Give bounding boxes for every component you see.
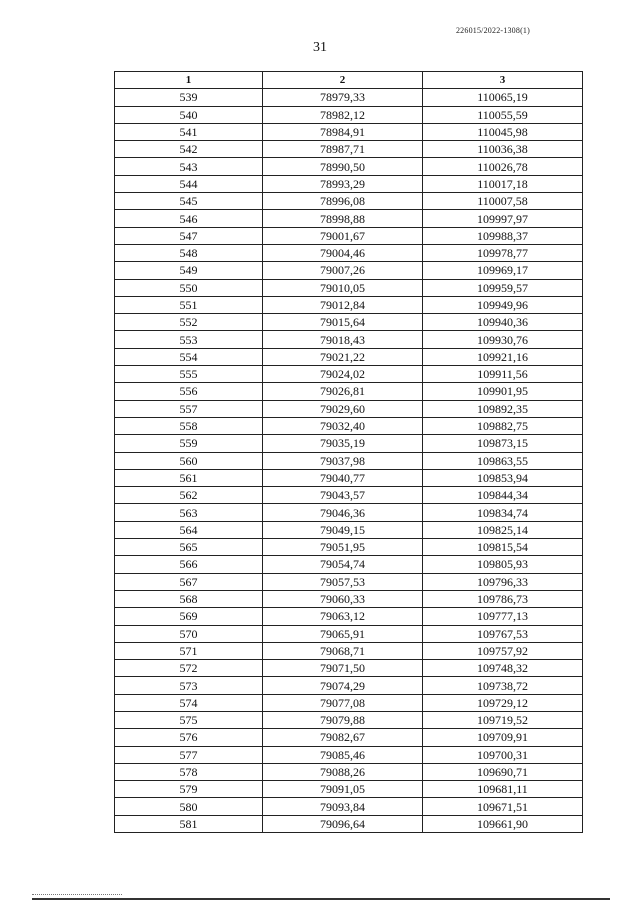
y-coordinate-cell: 109661,90: [423, 815, 583, 832]
page-number: 31: [313, 40, 327, 55]
column-header-2: 2: [263, 72, 423, 89]
x-coordinate-cell: 79032,40: [263, 417, 423, 434]
x-coordinate-cell: 79043,57: [263, 487, 423, 504]
y-coordinate-cell: 110007,58: [423, 193, 583, 210]
table-row: [115, 383, 583, 400]
point-number-cell: 544: [115, 175, 263, 192]
point-number-cell: 573: [115, 677, 263, 694]
point-number-cell: 542: [115, 141, 263, 158]
table-row: [115, 798, 583, 815]
point-number-cell: 565: [115, 539, 263, 556]
point-number-cell: 581: [115, 815, 263, 832]
y-coordinate-cell: 109873,15: [423, 435, 583, 452]
y-coordinate-cell: 109786,73: [423, 590, 583, 607]
table-row: [115, 331, 583, 348]
y-coordinate-cell: 109777,13: [423, 608, 583, 625]
point-number-cell: 546: [115, 210, 263, 227]
y-coordinate-cell: 109834,74: [423, 504, 583, 521]
point-number-cell: 539: [115, 89, 263, 106]
point-number-cell: 554: [115, 348, 263, 365]
table-row: [115, 539, 583, 556]
y-coordinate-cell: 109681,11: [423, 781, 583, 798]
y-coordinate-cell: 109719,52: [423, 711, 583, 728]
table-row: [115, 314, 583, 331]
bottom-rule: [32, 898, 610, 900]
bottom-rule-faint: [32, 894, 122, 895]
x-coordinate-cell: 79046,36: [263, 504, 423, 521]
y-coordinate-cell: 109844,34: [423, 487, 583, 504]
y-coordinate-cell: 109969,17: [423, 262, 583, 279]
point-number-cell: 558: [115, 417, 263, 434]
y-coordinate-cell: 109921,16: [423, 348, 583, 365]
point-number-cell: 577: [115, 746, 263, 763]
table-row: [115, 590, 583, 607]
table-row: [115, 400, 583, 417]
document-code: 226015/2022-1308(1): [455, 26, 530, 35]
point-number-cell: 567: [115, 573, 263, 590]
table-row: [115, 694, 583, 711]
point-number-cell: 579: [115, 781, 263, 798]
table-row: [115, 417, 583, 434]
point-number-cell: 570: [115, 625, 263, 642]
point-number-cell: 566: [115, 556, 263, 573]
x-coordinate-cell: 79082,67: [263, 729, 423, 746]
y-coordinate-cell: 109729,12: [423, 694, 583, 711]
y-coordinate-cell: 110036,38: [423, 141, 583, 158]
point-number-cell: 571: [115, 642, 263, 659]
y-coordinate-cell: 109671,51: [423, 798, 583, 815]
x-coordinate-cell: 79015,64: [263, 314, 423, 331]
point-number-cell: 578: [115, 763, 263, 780]
y-coordinate-cell: 109901,95: [423, 383, 583, 400]
header-row: [115, 72, 583, 89]
y-coordinate-cell: 109748,32: [423, 660, 583, 677]
point-number-cell: 545: [115, 193, 263, 210]
point-number-cell: 576: [115, 729, 263, 746]
y-coordinate-cell: 109988,37: [423, 227, 583, 244]
x-coordinate-cell: 79077,08: [263, 694, 423, 711]
point-number-cell: 563: [115, 504, 263, 521]
point-number-cell: 549: [115, 262, 263, 279]
x-coordinate-cell: 79049,15: [263, 521, 423, 538]
table-row: [115, 123, 583, 140]
point-number-cell: 543: [115, 158, 263, 175]
x-coordinate-cell: 79071,50: [263, 660, 423, 677]
table-row: [115, 279, 583, 296]
point-number-cell: 561: [115, 469, 263, 486]
x-coordinate-cell: 78982,12: [263, 106, 423, 123]
table-row: [115, 746, 583, 763]
x-coordinate-cell: 79010,05: [263, 279, 423, 296]
column-header-3: 3: [423, 72, 583, 89]
table-row: [115, 158, 583, 175]
y-coordinate-cell: 109930,76: [423, 331, 583, 348]
table-row: [115, 504, 583, 521]
table-row: [115, 227, 583, 244]
column-header-1: 1: [115, 72, 263, 89]
table-row: [115, 763, 583, 780]
table-row: [115, 244, 583, 261]
y-coordinate-cell: 109949,96: [423, 296, 583, 313]
table-row: [115, 556, 583, 573]
y-coordinate-cell: 109796,33: [423, 573, 583, 590]
x-coordinate-cell: 78998,88: [263, 210, 423, 227]
table-row: [115, 781, 583, 798]
x-coordinate-cell: 79004,46: [263, 244, 423, 261]
x-coordinate-cell: 78987,71: [263, 141, 423, 158]
table-row: [115, 642, 583, 659]
point-number-cell: 559: [115, 435, 263, 452]
x-coordinate-cell: 79029,60: [263, 400, 423, 417]
point-number-cell: 553: [115, 331, 263, 348]
table-row: [115, 89, 583, 106]
table-row: [115, 452, 583, 469]
table-row: [115, 815, 583, 832]
point-number-cell: 548: [115, 244, 263, 261]
x-coordinate-cell: 78996,08: [263, 193, 423, 210]
y-coordinate-cell: 109997,97: [423, 210, 583, 227]
x-coordinate-cell: 79040,77: [263, 469, 423, 486]
table-row: [115, 660, 583, 677]
x-coordinate-cell: 79001,67: [263, 227, 423, 244]
point-number-cell: 560: [115, 452, 263, 469]
y-coordinate-cell: 109863,55: [423, 452, 583, 469]
table-row: [115, 469, 583, 486]
point-number-cell: 552: [115, 314, 263, 331]
x-coordinate-cell: 79068,71: [263, 642, 423, 659]
table-row: [115, 141, 583, 158]
x-coordinate-cell: 79085,46: [263, 746, 423, 763]
table-header: [115, 72, 583, 89]
table-row: [115, 608, 583, 625]
y-coordinate-cell: 109709,91: [423, 729, 583, 746]
y-coordinate-cell: 109940,36: [423, 314, 583, 331]
x-coordinate-cell: 79060,33: [263, 590, 423, 607]
table-body: [115, 89, 583, 833]
y-coordinate-cell: 109959,57: [423, 279, 583, 296]
point-number-cell: 547: [115, 227, 263, 244]
x-coordinate-cell: 79051,95: [263, 539, 423, 556]
y-coordinate-cell: 109911,56: [423, 366, 583, 383]
x-coordinate-cell: 79093,84: [263, 798, 423, 815]
point-number-cell: 568: [115, 590, 263, 607]
x-coordinate-cell: 78993,29: [263, 175, 423, 192]
coordinates-table: [114, 71, 583, 833]
table-row: [115, 262, 583, 279]
x-coordinate-cell: 79024,02: [263, 366, 423, 383]
y-coordinate-cell: 109892,35: [423, 400, 583, 417]
table-row: [115, 366, 583, 383]
x-coordinate-cell: 79037,98: [263, 452, 423, 469]
y-coordinate-cell: 110065,19: [423, 89, 583, 106]
table-row: [115, 193, 583, 210]
point-number-cell: 540: [115, 106, 263, 123]
point-number-cell: 555: [115, 366, 263, 383]
point-number-cell: 564: [115, 521, 263, 538]
x-coordinate-cell: 79018,43: [263, 331, 423, 348]
table-row: [115, 677, 583, 694]
point-number-cell: 541: [115, 123, 263, 140]
y-coordinate-cell: 109825,14: [423, 521, 583, 538]
point-number-cell: 556: [115, 383, 263, 400]
point-number-cell: 562: [115, 487, 263, 504]
y-coordinate-cell: 109853,94: [423, 469, 583, 486]
point-number-cell: 569: [115, 608, 263, 625]
y-coordinate-cell: 110055,59: [423, 106, 583, 123]
x-coordinate-cell: 78984,91: [263, 123, 423, 140]
x-coordinate-cell: 79063,12: [263, 608, 423, 625]
point-number-cell: 557: [115, 400, 263, 417]
y-coordinate-cell: 109978,77: [423, 244, 583, 261]
table-row: [115, 521, 583, 538]
x-coordinate-cell: 79074,29: [263, 677, 423, 694]
x-coordinate-cell: 79012,84: [263, 296, 423, 313]
y-coordinate-cell: 109738,72: [423, 677, 583, 694]
y-coordinate-cell: 109815,54: [423, 539, 583, 556]
table-row: [115, 711, 583, 728]
table-row: [115, 487, 583, 504]
x-coordinate-cell: 79057,53: [263, 573, 423, 590]
x-coordinate-cell: 79054,74: [263, 556, 423, 573]
y-coordinate-cell: 110026,78: [423, 158, 583, 175]
x-coordinate-cell: 79096,64: [263, 815, 423, 832]
x-coordinate-cell: 79079,88: [263, 711, 423, 728]
point-number-cell: 574: [115, 694, 263, 711]
x-coordinate-cell: 79088,26: [263, 763, 423, 780]
table-row: [115, 106, 583, 123]
y-coordinate-cell: 109700,31: [423, 746, 583, 763]
x-coordinate-cell: 79035,19: [263, 435, 423, 452]
point-number-cell: 551: [115, 296, 263, 313]
x-coordinate-cell: 78990,50: [263, 158, 423, 175]
x-coordinate-cell: 79091,05: [263, 781, 423, 798]
table-row: [115, 729, 583, 746]
y-coordinate-cell: 110045,98: [423, 123, 583, 140]
x-coordinate-cell: 78979,33: [263, 89, 423, 106]
table-row: [115, 210, 583, 227]
table-row: [115, 296, 583, 313]
x-coordinate-cell: 79065,91: [263, 625, 423, 642]
y-coordinate-cell: 110017,18: [423, 175, 583, 192]
point-number-cell: 550: [115, 279, 263, 296]
x-coordinate-cell: 79021,22: [263, 348, 423, 365]
y-coordinate-cell: 109690,71: [423, 763, 583, 780]
y-coordinate-cell: 109767,53: [423, 625, 583, 642]
y-coordinate-cell: 109805,93: [423, 556, 583, 573]
point-number-cell: 572: [115, 660, 263, 677]
table-row: [115, 175, 583, 192]
table-row: [115, 625, 583, 642]
y-coordinate-cell: 109882,75: [423, 417, 583, 434]
y-coordinate-cell: 109757,92: [423, 642, 583, 659]
x-coordinate-cell: 79026,81: [263, 383, 423, 400]
point-number-cell: 575: [115, 711, 263, 728]
table-row: [115, 348, 583, 365]
table-row: [115, 435, 583, 452]
point-number-cell: 580: [115, 798, 263, 815]
table-row: [115, 573, 583, 590]
x-coordinate-cell: 79007,26: [263, 262, 423, 279]
